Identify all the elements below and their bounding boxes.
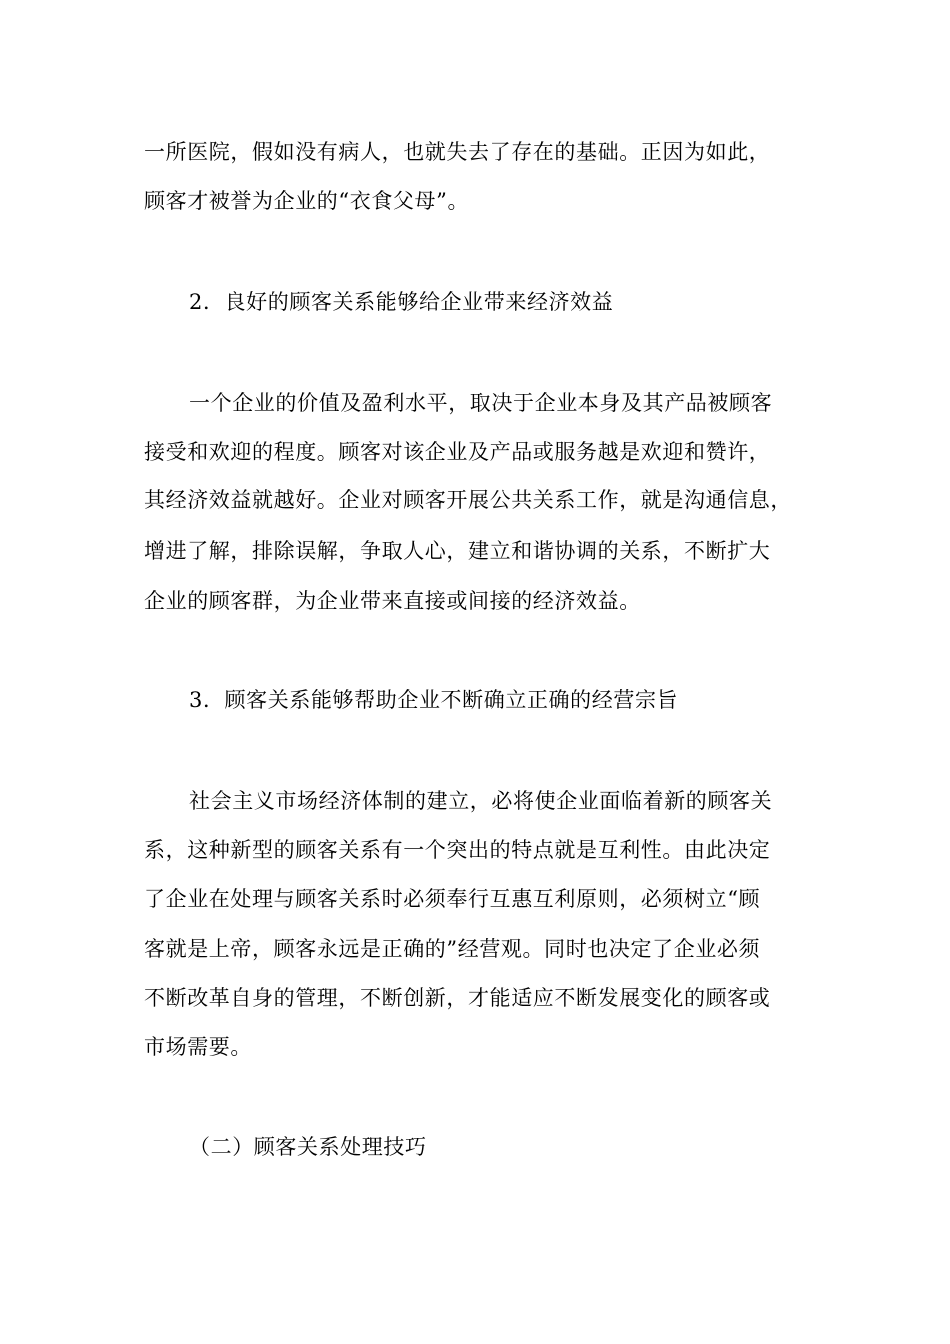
paragraph-line: 社会主义市场经济体制的建立，必将使企业面临着新的顾客关 bbox=[189, 789, 773, 813]
paragraph-line: 一个企业的价值及盈利水平，取决于企业本身及其产品被顾客 bbox=[189, 391, 773, 415]
paragraph-line: 了企业在处理与顾客关系时必须奉行互惠互利原则，必须树立“顾 bbox=[144, 887, 761, 911]
paragraph-line: 增进了解，排除误解，争取人心，建立和谐协调的关系，不断扩大 bbox=[144, 539, 771, 563]
paragraph-line: 客就是上帝，顾客永远是正确的”经营观。同时也决定了企业必须 bbox=[144, 937, 761, 961]
paragraph-line: 顾客才被誉为企业的“衣食父母”。 bbox=[144, 189, 470, 213]
paragraph-line: 企业的顾客群，为企业带来直接或间接的经济效益。 bbox=[144, 589, 641, 613]
paragraph-line: 其经济效益就越好。企业对顾客开展公共关系工作，就是沟通信息， bbox=[144, 488, 792, 512]
numbered-heading: 3．顾客关系能够帮助企业不断确立正确的经营宗旨 bbox=[189, 688, 679, 712]
paragraph-line: 接受和欢迎的程度。顾客对该企业及产品或服务越是欢迎和赞许， bbox=[144, 440, 771, 464]
paragraph-line: 不断改革自身的管理，不断创新，才能适应不断发展变化的顾客或 bbox=[144, 986, 771, 1010]
paragraph-line: 系，这种新型的顾客关系有一个突出的特点就是互利性。由此决定 bbox=[144, 838, 771, 862]
numbered-heading: 2．良好的顾客关系能够给企业带来经济效益 bbox=[189, 290, 614, 314]
paragraph-line: 一所医院，假如没有病人，也就失去了存在的基础。正因为如此， bbox=[144, 140, 771, 164]
section-heading: （二）顾客关系处理技巧 bbox=[189, 1135, 427, 1159]
paragraph-line: 市场需要。 bbox=[144, 1035, 252, 1059]
